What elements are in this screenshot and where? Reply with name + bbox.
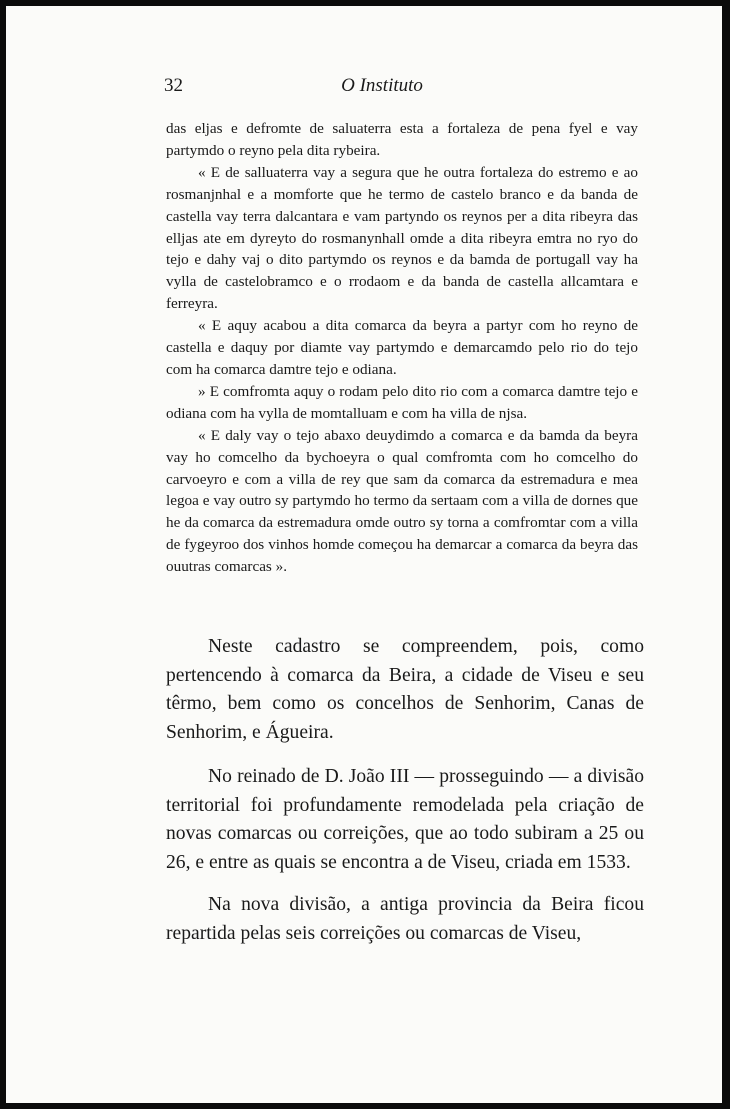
quote-paragraph: das eljas e defromte de saluaterra esta a fortaleza de pena fyel e vay partymdo o reyno pela dita rybeira. <box>166 120 638 159</box>
quote-paragraph: « E aquy acabou a dita comarca da beyra a partyr com ho reyno de castella e daquy por diamte vay partymdo e demarcamdo pelo rio do tejo com ha comarca damtre tejo e odiana. <box>166 317 638 378</box>
page-number: 32 <box>164 75 183 96</box>
quote-paragraph: « E de salluaterra vay a segura que he outra fortaleza do estremo e ao rosmanjnhal e a momforte que he termo de castelo branco e da banda de castella vay terra dalcantara e vam partyndo os reynos per a dita ribeyra das elljas ate em dyreyto do rosmanynhall omde a dita ribeyra emtra no ryo do tejo e dahy vaj o dito partymdo os reynos e da bamda de portugall vay ha vylla de castelobramco e o rrodaom e da banda de castella allcamtara e ferreyra. <box>166 163 638 313</box>
body-paragraph-block <box>166 763 644 877</box>
body-paragraph: Neste cadastro se compreendem, pois, como pertencendo à comarca da Beira, a cidade de Viseu e seu têrmo, bem como os concelhos de Senhorim, Canas de Senhorim, e Águeira. <box>166 636 644 743</box>
quote-paragraph: » E comfromta aquy o rodam pelo dito rio com a comarca damtre tejo e odiana com ha vylla de momtalluam e com ha villa de njsa. <box>166 382 638 422</box>
quoted-document <box>166 118 638 578</box>
body-paragraph-block <box>166 891 644 948</box>
quote-paragraph: « E daly vay o tejo abaxo deuydimdo a comarca e da bamda da beyra vay ho comcelho da bychoeyra o qual comfromta com ho comcelho do carvoeyro e com a villa de rey que sam da comarca da estremadura e mea legoa e vay outro sy partymdo ho termo da sertaam com a villa de dornes que he da comarca da estremadura omde outro sy torna a comfromtar com a villa de fygeyroo dos vinhos homde começou ha demarcar a comarca da beyra das ouutras comarcas ». <box>166 426 638 576</box>
body-paragraph-block <box>166 633 644 747</box>
body-paragraph: No reinado de D. João III — prosseguindo — a divisão territorial foi profundamente remodelada pela criação de novas comarcas ou correições, que ao todo subiram a 25 ou 26, e entre as quais se encontra a de Viseu, criada em 1533. <box>166 766 644 873</box>
running-title: O Instituto <box>341 75 423 96</box>
page-header <box>6 75 722 99</box>
body-paragraph: Na nova divisão, a antiga provincia da Beira ficou repartida pelas seis correições ou comarcas de Viseu, <box>166 894 644 944</box>
book-page <box>6 6 722 1103</box>
